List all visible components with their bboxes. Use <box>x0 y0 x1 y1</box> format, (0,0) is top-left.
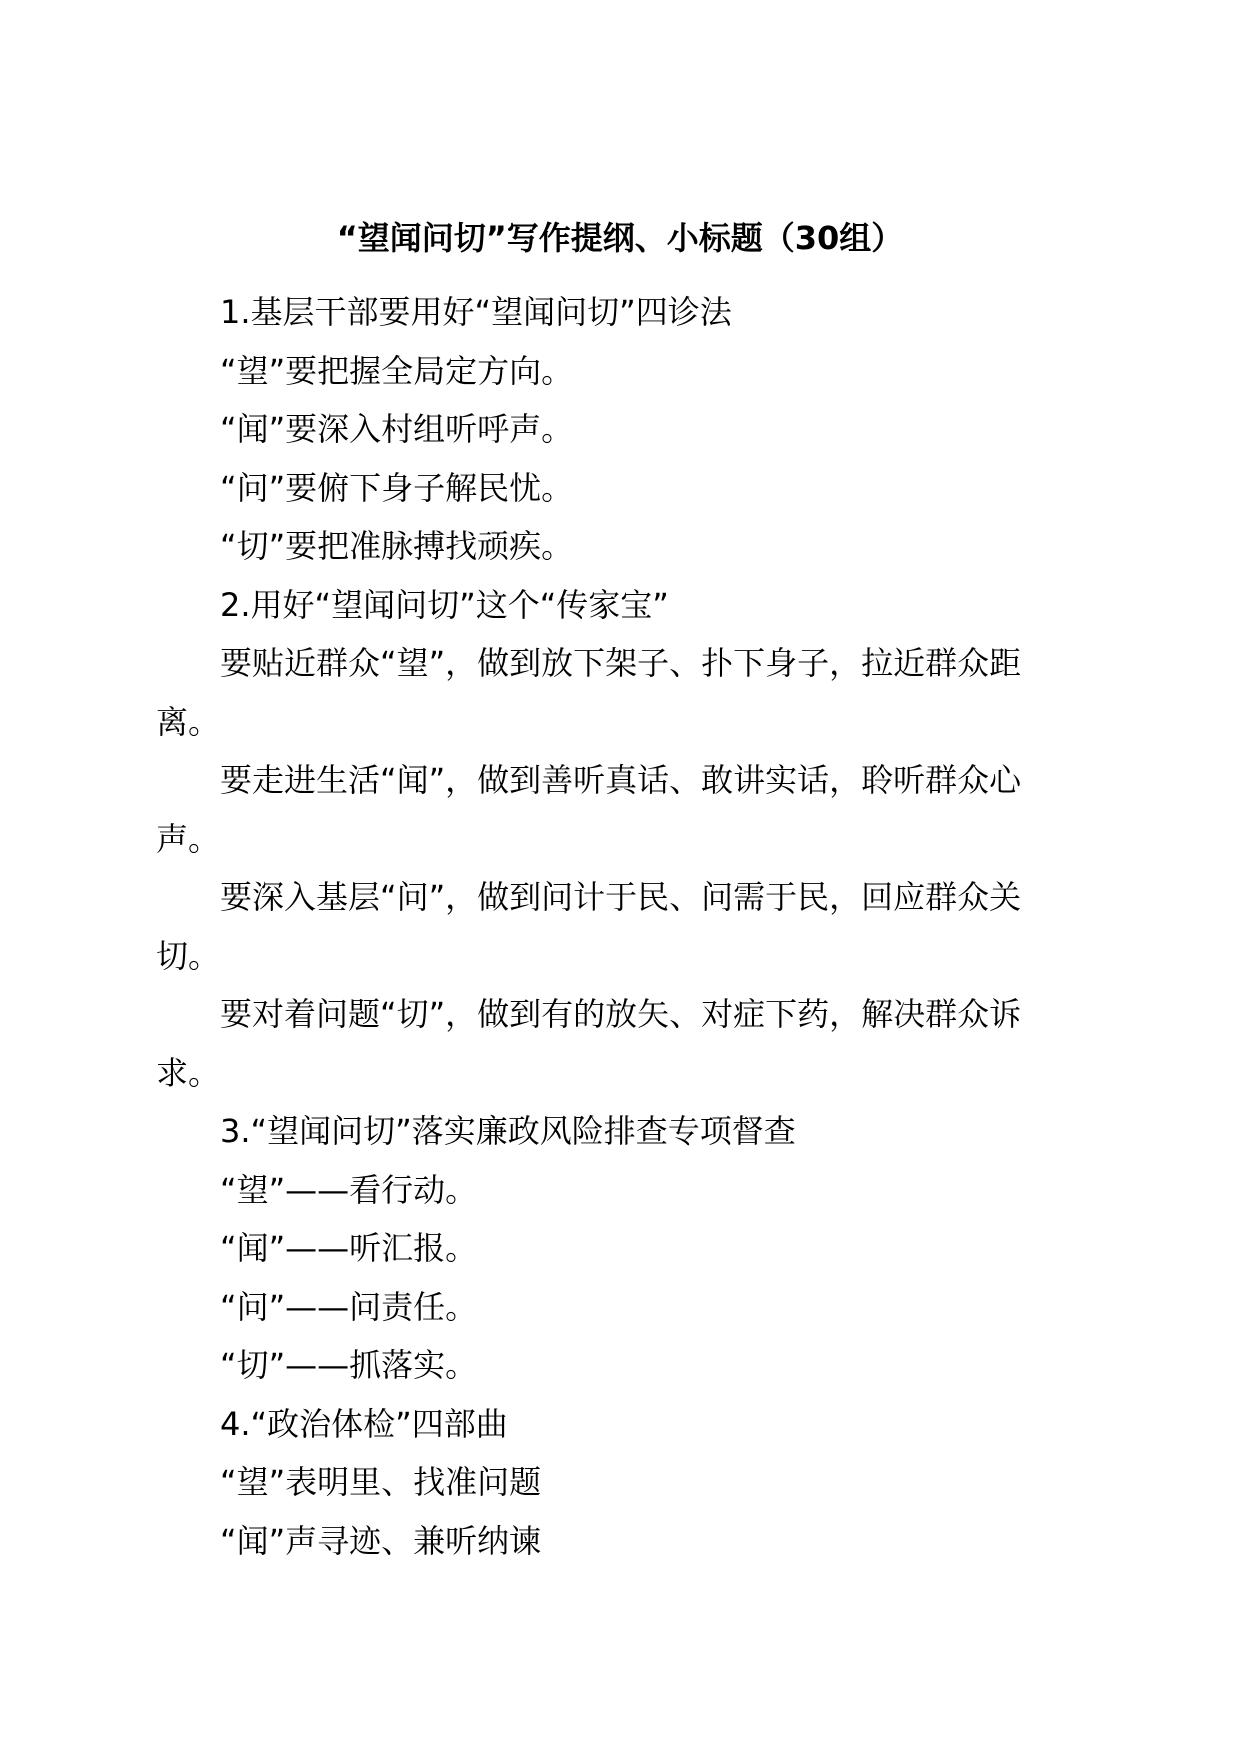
paragraph: “望”表明里、找准问题 <box>220 1463 542 1501</box>
section-heading-2: 2.用好“望闻问切”这个“传家宝” <box>220 585 669 624</box>
section-heading-3: 3.“望闻问切”落实廉政风险排查专项督查 <box>220 1112 796 1150</box>
paragraph: “切”要把准脉搏找顽疾。 <box>220 527 574 565</box>
paragraph: “闻”要深入村组听呼声。 <box>220 410 574 448</box>
paragraph: 要深入基层“问”，做到问计于民、问需于民，回应群众关切。 <box>156 878 1022 975</box>
document-title: “望闻问切”写作提纲、小标题（30组） <box>336 219 904 257</box>
paragraph: “望”——看行动。 <box>220 1170 478 1209</box>
paragraph: “望”要把握全局定方向。 <box>220 351 574 390</box>
paragraph: “问”——问责任。 <box>220 1287 478 1326</box>
paragraph: “切”——抓落实。 <box>220 1346 478 1384</box>
paragraph: 要对着问题“切”，做到有的放矢、对症下药，解决群众诉求。 <box>156 995 1022 1092</box>
paragraph: “闻”声寻迹、兼听纳谏 <box>220 1521 542 1560</box>
paragraph: “问”要俯下身子解民忧。 <box>220 468 574 507</box>
section-heading-1: 1.基层干部要用好“望闻问切”四诊法 <box>220 293 732 331</box>
document-body <box>156 283 1060 1570</box>
section-heading-4: 4.“政治体检”四部曲 <box>220 1404 508 1443</box>
paragraph: 要贴近群众“望”，做到放下架子、扑下身子，拉近群众距离。 <box>156 644 1022 741</box>
paragraph: “闻”——听汇报。 <box>220 1229 478 1267</box>
paragraph: 要走进生活“闻”，做到善听真话、敢讲实话，聆听群众心声。 <box>156 761 1022 858</box>
